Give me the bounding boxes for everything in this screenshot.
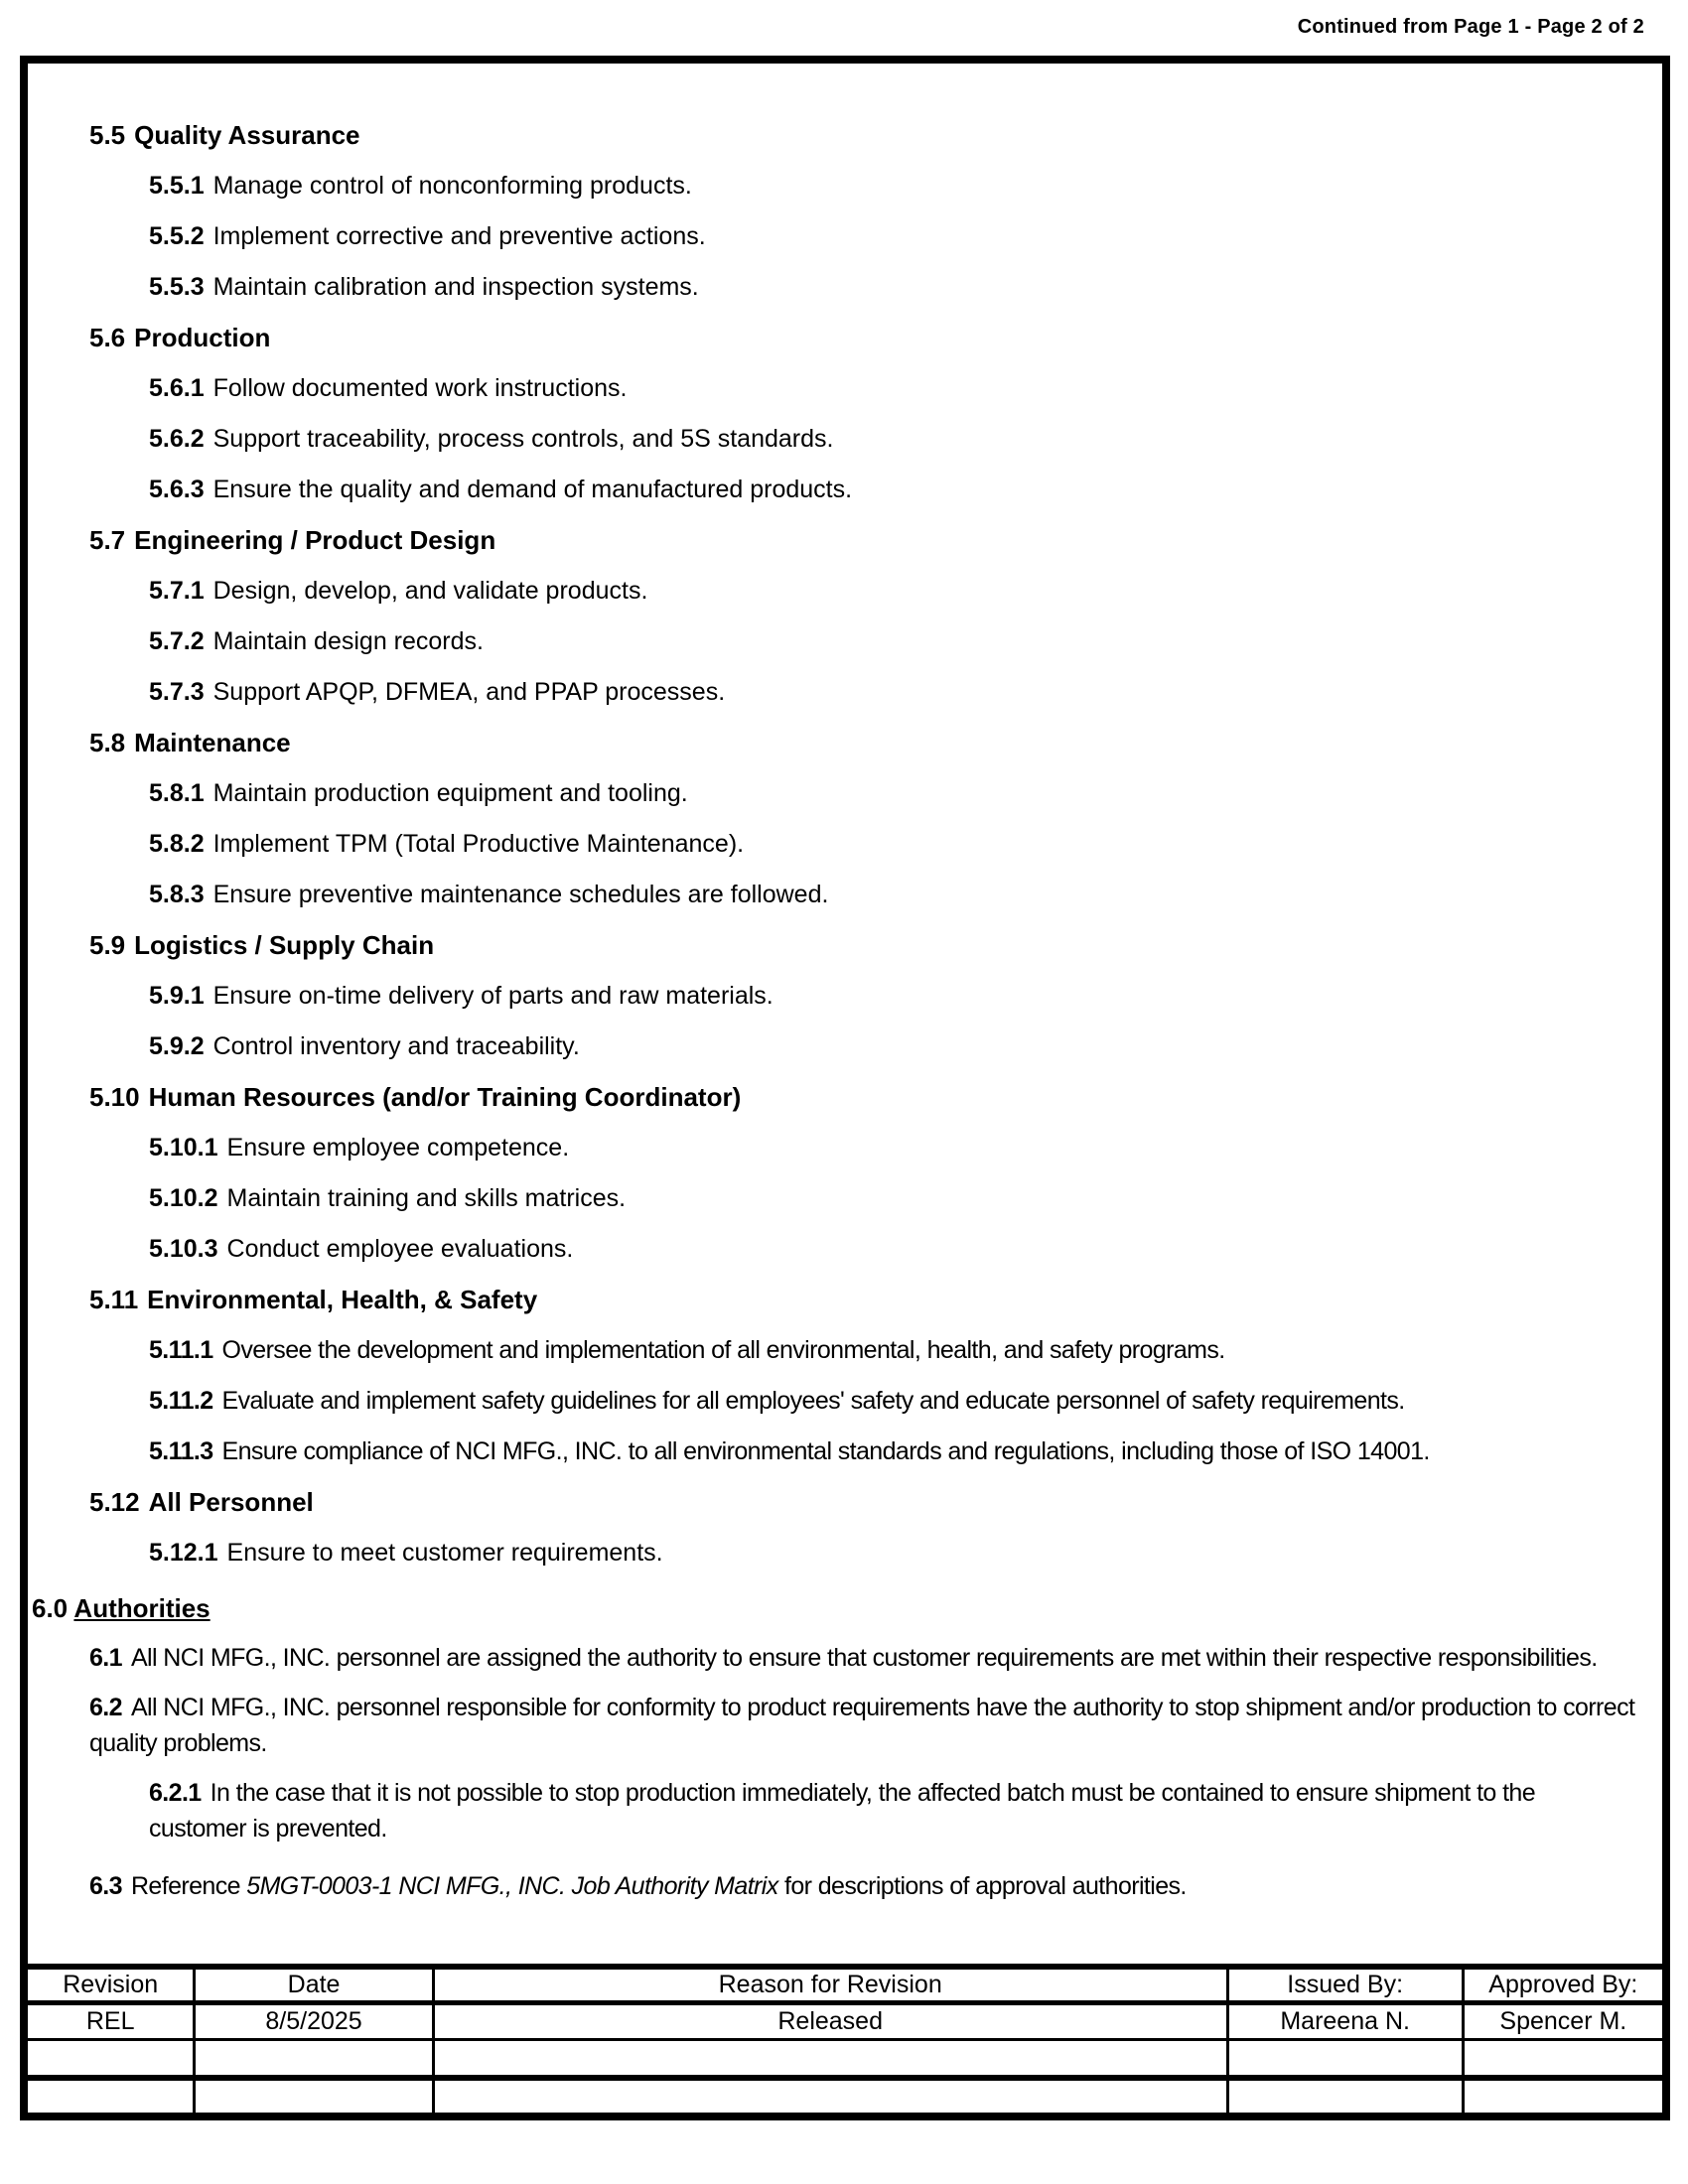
section-title: Logistics / Supply Chain <box>134 930 435 960</box>
revision-table-row <box>28 2078 1662 2113</box>
cell-revision <box>28 2078 195 2113</box>
item-number: 5.8.3 <box>149 881 205 908</box>
item-text: Follow documented work instructions. <box>212 374 628 402</box>
list-item <box>149 271 1632 303</box>
section-number: 5.9 <box>89 930 126 960</box>
section-heading <box>89 727 1632 758</box>
list-item <box>149 980 1632 1012</box>
authority-item <box>89 1868 1648 1904</box>
item-number: 5.6.3 <box>149 476 205 503</box>
item-text: Oversee the development and implementation of all environmental, health, and safety programs. <box>221 1336 1225 1364</box>
cell-reason: Released <box>433 2003 1227 2040</box>
item-number: 6.2 <box>89 1694 122 1721</box>
section-number: 5.6 <box>89 323 126 352</box>
list-item <box>149 474 1632 505</box>
section-number: 5.12 <box>89 1487 140 1517</box>
section-heading <box>89 119 1632 151</box>
item-number: 5.11.2 <box>149 1387 213 1415</box>
list-item <box>149 423 1632 455</box>
cell-revision: REL <box>28 2003 195 2040</box>
cell-date: 8/5/2025 <box>195 2003 433 2040</box>
item-text: Ensure to meet customer requirements. <box>226 1539 663 1567</box>
section-number: 5.5 <box>89 120 126 150</box>
item-number: 6.1 <box>89 1644 122 1672</box>
header-cell-approved-by: Approved By: <box>1463 1967 1662 2003</box>
section-title: Production <box>134 323 271 352</box>
cell-issued-by <box>1227 2040 1463 2079</box>
section-title: Maintenance <box>134 728 291 757</box>
authority-item <box>149 1775 1622 1846</box>
item-text: Maintain design records. <box>212 627 484 655</box>
section-number: 5.11 <box>89 1285 139 1314</box>
item-number: 5.10.1 <box>149 1134 218 1161</box>
item-text: Control inventory and traceability. <box>212 1032 580 1060</box>
item-number: 5.9.2 <box>149 1032 205 1060</box>
item-number: 5.6.2 <box>149 425 205 453</box>
item-number: 6.3 <box>89 1872 122 1900</box>
item-text: All NCI MFG., INC. personnel responsible for conformity to product requirements have the authority to stop shipment and/or production to correct quality problems. <box>89 1694 1635 1757</box>
item-text: In the case that it is not possible to stop production immediately, the affected batch must be contained to ensure shipment to the customer is prevented. <box>149 1779 1536 1843</box>
authorities-heading-title: Authorities <box>73 1593 211 1623</box>
section-heading <box>89 1081 1632 1113</box>
list-item <box>149 1233 1632 1265</box>
item-text: Support traceability, process controls, and 5S standards. <box>212 425 834 453</box>
cell-reason <box>433 2040 1227 2079</box>
cell-date <box>195 2078 433 2113</box>
revision-table-row <box>28 2040 1662 2079</box>
revision-table-header-row <box>28 1967 1662 2003</box>
header-cell-issued-by: Issued By: <box>1227 1967 1463 2003</box>
item-text: Ensure the quality and demand of manufactured products. <box>212 476 853 503</box>
item-number: 6.2.1 <box>149 1779 202 1807</box>
item-number: 5.10.3 <box>149 1235 218 1263</box>
item-text: Maintain calibration and inspection systems. <box>212 273 699 301</box>
referenced-document-title: 5MGT-0003-1 NCI MFG., INC. Job Authority Matrix <box>246 1872 778 1900</box>
list-item <box>149 676 1632 708</box>
list-item <box>149 828 1632 860</box>
item-number: 5.5.1 <box>149 172 205 200</box>
list-item <box>149 1182 1632 1214</box>
item-number: 5.8.2 <box>149 830 205 858</box>
header-cell-date: Date <box>195 1967 433 2003</box>
section-number: 5.10 <box>89 1082 140 1112</box>
list-item <box>149 879 1632 910</box>
item-text: Manage control of nonconforming products. <box>212 172 692 200</box>
item-text: Evaluate and implement safety guidelines for all employees' safety and educate personnel of safety requirements. <box>221 1387 1405 1415</box>
item-text-suffix: for descriptions of approval authorities. <box>777 1872 1187 1900</box>
section-title: Quality Assurance <box>134 120 360 150</box>
list-item <box>149 1132 1632 1163</box>
list-item <box>149 1334 1632 1366</box>
item-text: Maintain training and skills matrices. <box>226 1184 627 1212</box>
item-text-prefix: Reference <box>130 1872 247 1900</box>
item-number: 5.5.3 <box>149 273 205 301</box>
authorities-heading-number: 6.0 <box>32 1593 69 1623</box>
item-text: Conduct employee evaluations. <box>226 1235 574 1263</box>
item-text: Implement corrective and preventive actions. <box>212 222 706 250</box>
section-number: 5.8 <box>89 728 126 757</box>
authorities-heading <box>32 1593 1632 1624</box>
item-text: Ensure on-time delivery of parts and raw materials. <box>212 982 774 1010</box>
item-number: 5.7.1 <box>149 577 205 605</box>
list-item <box>149 777 1632 809</box>
item-text: Implement TPM (Total Productive Maintenance). <box>212 830 745 858</box>
section-title: All Personnel <box>148 1487 314 1517</box>
section-number: 5.7 <box>89 525 126 555</box>
item-number: 5.7.2 <box>149 627 205 655</box>
revision-table-row <box>28 2003 1662 2040</box>
section-title: Environmental, Health, & Safety <box>147 1285 538 1314</box>
revision-table <box>28 1964 1662 2113</box>
item-text: Support APQP, DFMEA, and PPAP processes. <box>212 678 726 706</box>
item-number: 5.12.1 <box>149 1539 218 1567</box>
cell-reason <box>433 2078 1227 2113</box>
section-title: Engineering / Product Design <box>134 525 496 555</box>
list-item <box>149 1385 1632 1417</box>
responsibilities-section <box>28 64 1662 1904</box>
section-title: Human Resources (and/or Training Coordinator) <box>148 1082 742 1112</box>
item-text: Maintain production equipment and tooling. <box>212 779 688 807</box>
item-number: 5.9.1 <box>149 982 205 1010</box>
list-item <box>149 170 1632 202</box>
item-text: Ensure employee competence. <box>226 1134 570 1161</box>
item-text: Ensure preventive maintenance schedules are followed. <box>212 881 829 908</box>
authority-item <box>89 1640 1648 1676</box>
item-text: All NCI MFG., INC. personnel are assigned the authority to ensure that customer requirements are met within their respective responsibilities. <box>130 1644 1598 1672</box>
cell-issued-by <box>1227 2078 1463 2113</box>
list-item <box>149 625 1632 657</box>
section-heading <box>89 929 1632 961</box>
header-cell-revision: Revision <box>28 1967 195 2003</box>
item-number: 5.6.1 <box>149 374 205 402</box>
page-continuation-note: Continued from Page 1 - Page 2 of 2 <box>1297 16 1644 38</box>
document-frame <box>20 56 1670 2120</box>
item-number: 5.8.1 <box>149 779 205 807</box>
section-heading <box>89 1486 1632 1518</box>
item-text: Ensure compliance of NCI MFG., INC. to all environmental standards and regulations, including those of ISO 14001. <box>221 1437 1430 1465</box>
item-number: 5.11.1 <box>149 1336 213 1364</box>
item-number: 5.11.3 <box>149 1437 213 1465</box>
header-cell-reason: Reason for Revision <box>433 1967 1227 2003</box>
list-item <box>149 575 1632 607</box>
list-item <box>149 220 1632 252</box>
list-item <box>149 372 1632 404</box>
item-number: 5.7.3 <box>149 678 205 706</box>
cell-approved-by <box>1463 2078 1662 2113</box>
item-number: 5.10.2 <box>149 1184 218 1212</box>
authority-item <box>89 1690 1648 1761</box>
section-heading <box>89 1284 1632 1315</box>
cell-approved-by <box>1463 2040 1662 2079</box>
list-item <box>149 1435 1632 1467</box>
list-item <box>149 1030 1632 1062</box>
section-heading <box>89 524 1632 556</box>
item-text: Design, develop, and validate products. <box>212 577 648 605</box>
cell-revision <box>28 2040 195 2079</box>
list-item <box>149 1537 1632 1569</box>
section-heading <box>89 322 1632 353</box>
cell-approved-by: Spencer M. <box>1463 2003 1662 2040</box>
cell-date <box>195 2040 433 2079</box>
item-number: 5.5.2 <box>149 222 205 250</box>
cell-issued-by: Mareena N. <box>1227 2003 1463 2040</box>
